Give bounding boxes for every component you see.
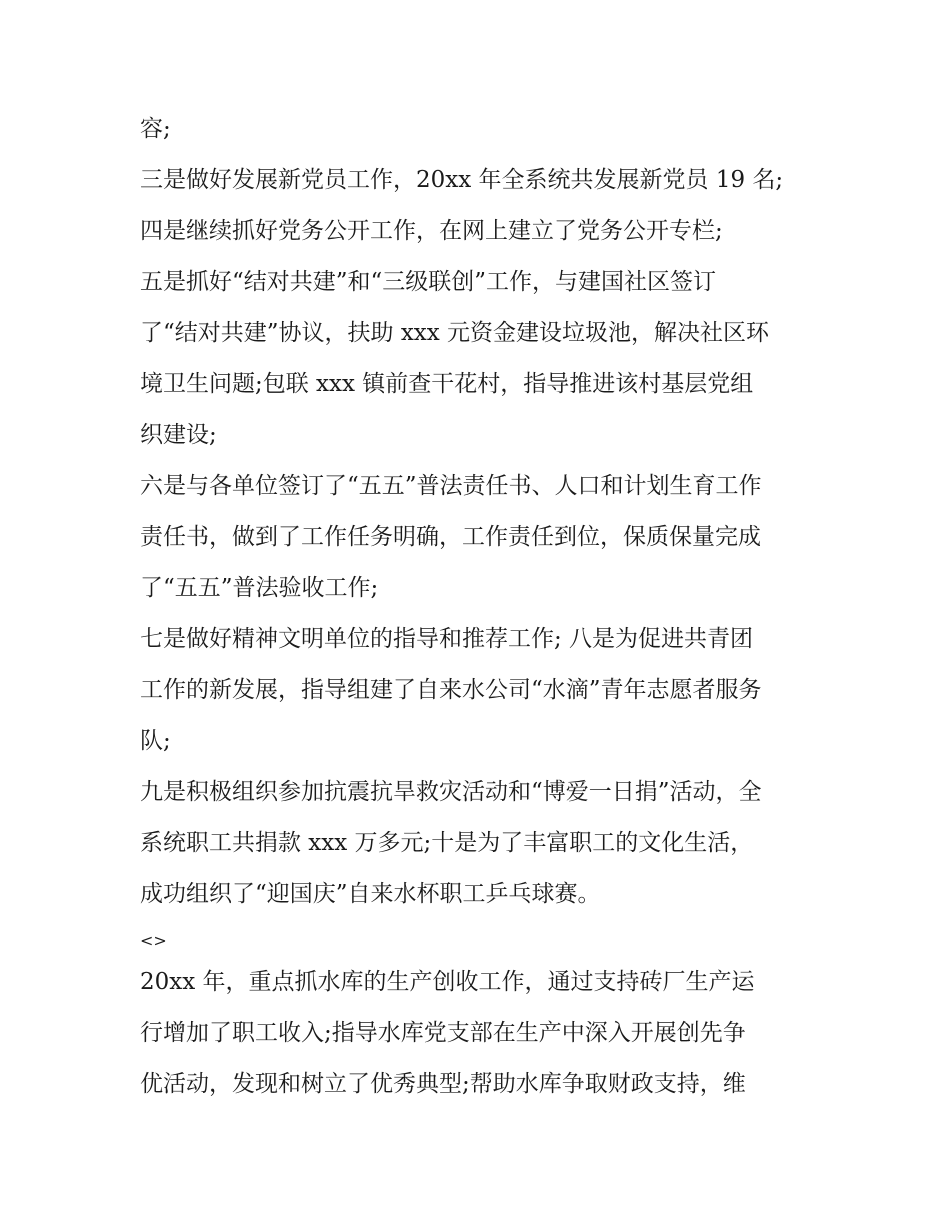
text-line: 责任书，做到了工作任务明确，工作责任到位，保质保量完成	[140, 524, 761, 550]
text-line: 容;	[140, 116, 171, 142]
text-line-marker: <>	[140, 931, 167, 950]
text-line: 了“五五”普法验收工作;	[140, 575, 379, 601]
text-line: 行增加了职工收入;指导水库党支部在生产中深入开展创先争	[140, 1020, 746, 1046]
body-text	[140, 108, 830, 1114]
text-line: 成功组织了“迎国庆”自来水杯职工乒乓球赛。	[140, 881, 601, 907]
text-line: 七是做好精神文明单位的指导和推荐工作; 八是为促进共青团	[140, 626, 754, 652]
text-line: 三是做好发展新党员工作，20xx 年全系统共发展新党员 19 名;	[140, 167, 784, 193]
text-line: 工作的新发展，指导组建了自来水公司“水滴”青年志愿者服务	[140, 677, 762, 703]
text-line: 织建设;	[140, 422, 217, 448]
text-line: 了“结对共建”协议，扶助 xxx 元资金建设垃圾池，解决社区环	[140, 320, 770, 346]
text-line: 系统职工共捐款 xxx 万多元;十是为了丰富职工的文化生活，	[140, 830, 754, 856]
text-line: 六是与各单位签订了“五五”普法责任书、人口和计划生育工作	[140, 473, 762, 499]
text-line: 优活动，发现和树立了优秀典型;帮助水库争取财政支持，维	[140, 1071, 746, 1097]
text-line: 境卫生问题;包联 xxx 镇前查干花村，指导推进该村基层党组	[140, 371, 754, 397]
text-line: 五是抓好“结对共建”和“三级联创”工作，与建国社区签订	[140, 269, 717, 295]
text-line: 九是积极组织参加抗震抗旱救灾活动和“博爱一日捐”活动，全	[140, 779, 762, 805]
text-line: 队;	[140, 728, 171, 754]
text-line: 四是继续抓好党务公开工作，在网上建立了党务公开专栏;	[140, 218, 723, 244]
text-line: 20xx 年，重点抓水库的生产创收工作，通过支持砖厂生产运	[140, 969, 755, 995]
